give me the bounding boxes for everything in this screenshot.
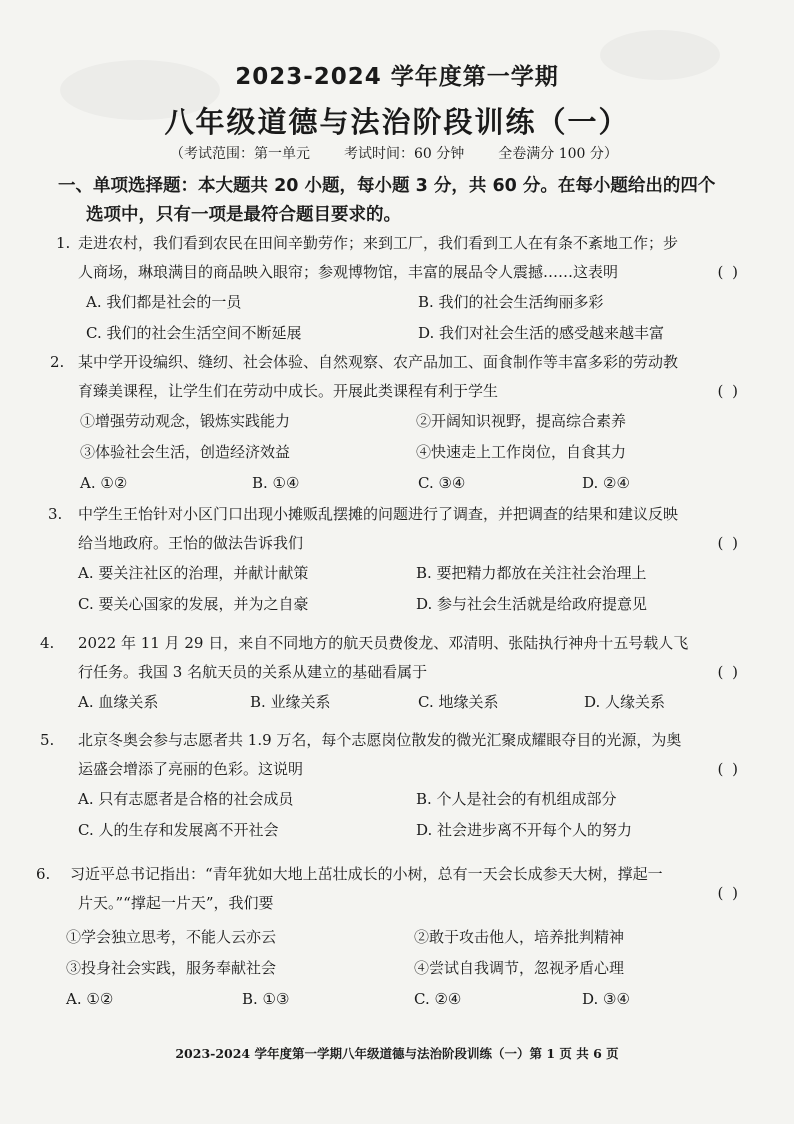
statement-1: ①增强劳动观念，锻炼实践能力 — [80, 412, 291, 430]
question-6 — [36, 860, 750, 1015]
option-b[interactable]: B. ①③ — [242, 990, 290, 1008]
option-a[interactable]: A. 要关注社区的治理，并献计献策 — [78, 564, 309, 582]
option-b[interactable]: B. 个人是社会的有机组成部分 — [416, 790, 617, 808]
option-d[interactable]: D. ②④ — [582, 474, 630, 492]
option-b[interactable]: B. 我们的社会生活绚丽多彩 — [418, 293, 604, 311]
question-text-line1: 习近平总书记指出：“青年犹如大地上茁壮成长的小树，总有一天会长成参天大树，撑起一 — [70, 865, 663, 883]
option-c[interactable]: C. 要关心国家的发展，并为之自豪 — [78, 595, 309, 613]
option-d[interactable]: D. ③④ — [582, 990, 630, 1008]
option-a[interactable]: A. ①② — [80, 474, 128, 492]
statement-3: ③体验社会生活，创造经济效益 — [80, 443, 291, 461]
option-d[interactable]: D. 参与社会生活就是给政府提意见 — [416, 595, 648, 613]
question-4 — [40, 629, 750, 718]
answer-blank[interactable]: ( ) — [717, 534, 740, 552]
option-b[interactable]: B. 要把精力都放在关注社会治理上 — [416, 564, 647, 582]
option-b[interactable]: B. 业缘关系 — [250, 693, 331, 711]
answer-blank[interactable]: ( ) — [717, 884, 740, 902]
question-text-line1: 走进农村，我们看到农民在田间辛勤劳作；来到工厂，我们看到工人在有条不紊地工作；步 — [78, 234, 679, 252]
question-number: 3. — [48, 505, 63, 523]
option-a[interactable]: A. 只有志愿者是合格的社会成员 — [78, 790, 294, 808]
answer-blank[interactable]: ( ) — [717, 382, 740, 400]
option-c[interactable]: C. 地缘关系 — [418, 693, 499, 711]
section-heading-line2: 选项中，只有一项是最符合题目要求的。 — [86, 205, 401, 225]
section-heading-line1: 一、单项选择题：本大题共 20 小题，每小题 3 分，共 60 分。在每小题给出的四个 — [58, 176, 716, 196]
exam-score: 全卷满分 100 分） — [498, 146, 618, 162]
section-heading — [58, 172, 748, 230]
question-text-line2: 行任务。我国 3 名航天员的关系从建立的基础看属于 — [78, 663, 428, 681]
exam-title: 八年级道德与法治阶段训练（一） — [164, 105, 630, 139]
answer-blank[interactable]: ( ) — [717, 263, 740, 281]
question-text-line1: 2022 年 11 月 29 日，来自不同地方的航天员费俊龙、邓清明、张陆执行神舟十五号载人飞 — [78, 634, 689, 652]
option-b[interactable]: B. ①④ — [252, 474, 300, 492]
option-c[interactable]: C. 我们的社会生活空间不断延展 — [86, 324, 302, 342]
statement-1: ①学会独立思考，不能人云亦云 — [66, 928, 277, 946]
exam-time: 考试时间：60 分钟 — [344, 146, 465, 162]
question-text-line2: 育臻美课程，让学生们在劳动中成长。开展此类课程有利于学生 — [78, 382, 499, 400]
option-a[interactable]: A. ①② — [66, 990, 114, 1008]
question-text-line1: 北京冬奥会参与志愿者共 1.9 万名，每个志愿岗位散发的微光汇聚成耀眼夺目的光源，为奥 — [78, 731, 682, 749]
question-text-line1: 某中学开设编织、缝纫、社会体验、自然观察、农产品加工、面食制作等丰富多彩的劳动教 — [78, 353, 679, 371]
statement-3: ③投身社会实践，服务奉献社会 — [66, 959, 277, 977]
answer-blank[interactable]: ( ) — [717, 663, 740, 681]
question-1 — [40, 229, 750, 349]
question-text-line2: 片天。”“撑起一片天”，我们要 — [78, 894, 274, 912]
option-c[interactable]: C. ③④ — [418, 474, 466, 492]
exam-scope: （考试范围：第一单元 — [170, 146, 310, 162]
option-d[interactable]: D. 人缘关系 — [584, 693, 666, 711]
question-text-line1: 中学生王怡针对小区门口出现小摊贩乱摆摊的问题进行了调查，并把调查的结果和建议反映 — [78, 505, 679, 523]
option-d[interactable]: D. 社会进步离不开每个人的努力 — [416, 821, 633, 839]
option-a[interactable]: A. 我们都是社会的一员 — [86, 293, 242, 311]
question-2 — [40, 348, 750, 499]
option-d[interactable]: D. 我们对社会生活的感受越来越丰富 — [418, 324, 665, 342]
exam-term-title: 2023-2024 学年度第一学期 — [235, 64, 559, 90]
statement-2: ②敢于攻击他人，培养批判精神 — [414, 928, 625, 946]
question-text-line2: 给当地政府。王怡的做法告诉我们 — [78, 534, 304, 552]
statement-4: ④尝试自我调节，忽视矛盾心理 — [414, 959, 625, 977]
option-c[interactable]: C. 人的生存和发展离不开社会 — [78, 821, 279, 839]
question-number: 5. — [40, 731, 55, 749]
question-number: 1. — [56, 234, 71, 252]
question-5 — [40, 726, 750, 846]
question-text-line2: 运盛会增添了亮丽的色彩。这说明 — [78, 760, 304, 778]
exam-info — [170, 143, 652, 163]
question-text-line2: 人商场，琳琅满目的商品映入眼帘；参观博物馆，丰富的展品令人震撼……这表明 — [78, 263, 619, 281]
question-3 — [40, 500, 750, 620]
statement-2: ②开阔知识视野，提高综合素养 — [416, 412, 627, 430]
option-a[interactable]: A. 血缘关系 — [78, 693, 159, 711]
question-number: 4. — [40, 634, 55, 652]
page-footer: 2023-2024 学年度第一学期八年级道德与法治阶段训练（一）第 1 页 共 6 页 — [175, 1046, 619, 1061]
question-number: 2. — [50, 353, 65, 371]
question-number: 6. — [36, 865, 51, 883]
answer-blank[interactable]: ( ) — [717, 760, 740, 778]
option-c[interactable]: C. ②④ — [414, 990, 462, 1008]
statement-4: ④快速走上工作岗位，自食其力 — [416, 443, 627, 461]
